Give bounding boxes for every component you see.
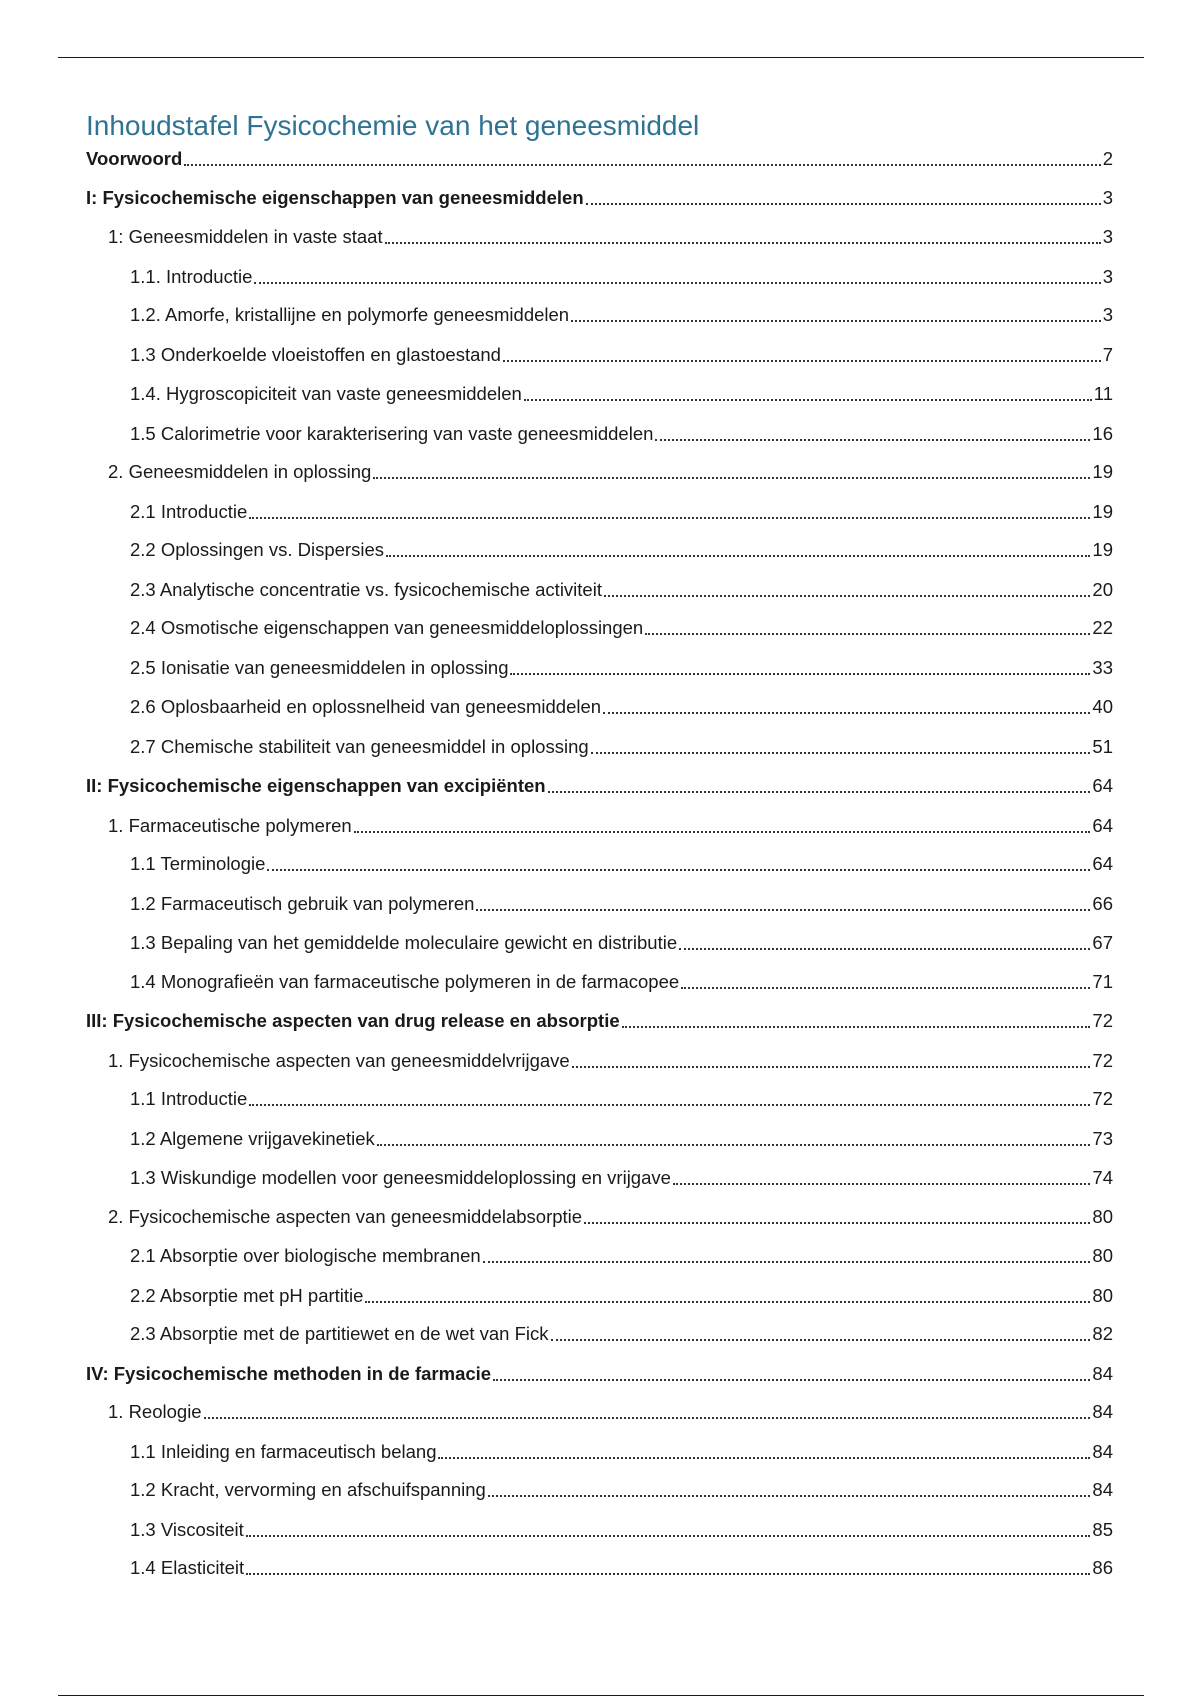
toc-entry[interactable] [130, 1519, 1113, 1543]
toc-entry[interactable] [130, 1285, 1113, 1309]
toc-entry-page-number: 3 [1102, 304, 1113, 325]
footer-rule [58, 1695, 1144, 1696]
toc-dot-leader [503, 360, 1101, 362]
toc-entry-page-number: 51 [1092, 736, 1113, 757]
toc-entry-label: Voorwoord [86, 148, 183, 169]
toc-entry-label: 2.5 Ionisatie van geneesmiddelen in oplossing [130, 657, 509, 678]
toc-entry[interactable] [108, 815, 1113, 839]
toc-dot-leader [586, 203, 1101, 205]
toc-entry-label: 2. Fysicochemische aspecten van geneesmiddelabsorptie [108, 1206, 583, 1227]
toc-entry-page-number: 84 [1092, 1363, 1113, 1384]
toc-dot-leader [571, 320, 1101, 322]
toc-entry[interactable] [108, 461, 1113, 485]
toc-entry-label: 1.2. Amorfe, kristallijne en polymorfe geneesmiddelen [130, 304, 570, 325]
toc-dot-leader [249, 517, 1090, 519]
toc-entry-label: 1.1 Introductie [130, 1088, 248, 1109]
toc-dot-leader [673, 1183, 1090, 1185]
toc-entry-page-number: 86 [1092, 1557, 1113, 1578]
toc-entry-page-number: 19 [1092, 461, 1113, 482]
header-rule [58, 57, 1144, 58]
toc-entry-label: 1.4. Hygroscopiciteit van vaste geneesmiddelen [130, 383, 522, 404]
toc-entry-page-number: 72 [1092, 1088, 1113, 1109]
toc-entry-label: IV: Fysicochemische methoden in de farmacie [86, 1363, 492, 1384]
toc-dot-leader [622, 1026, 1091, 1028]
toc-entry[interactable] [130, 1088, 1113, 1112]
toc-dot-leader [510, 673, 1090, 675]
toc-entry-page-number: 16 [1092, 423, 1113, 444]
toc-entry[interactable] [130, 266, 1113, 290]
toc-entry-page-number: 72 [1092, 1010, 1113, 1031]
toc-entry-label: III: Fysicochemische aspecten van drug release en absorptie [86, 1010, 620, 1031]
toc-entry[interactable] [130, 696, 1113, 720]
toc-entry-page-number: 64 [1092, 815, 1113, 836]
toc-dot-leader [254, 282, 1100, 284]
toc-entry-page-number: 3 [1102, 266, 1113, 287]
toc-entry-label: 1.3 Onderkoelde vloeistoffen en glastoestand [130, 344, 501, 365]
toc-dot-leader [249, 1104, 1090, 1106]
toc-dot-leader [604, 595, 1090, 597]
toc-entry[interactable] [86, 775, 1113, 799]
toc-entry-page-number: 3 [1102, 187, 1113, 208]
toc-dot-leader [184, 164, 1100, 166]
toc-entry-page-number: 84 [1092, 1441, 1113, 1462]
toc-entry-page-number: 80 [1092, 1206, 1113, 1227]
toc-entry-page-number: 67 [1092, 932, 1113, 953]
toc-entry-label: 2.3 Absorptie met de partitiewet en de wet van Fick [130, 1323, 549, 1344]
toc-entry[interactable] [130, 893, 1113, 917]
toc-entry-label: 1. Fysicochemische aspecten van geneesmiddelvrijgave [108, 1050, 570, 1071]
toc-entry-label: 2.1 Introductie [130, 501, 248, 522]
toc-entry-label: 1. Farmaceutische polymeren [108, 815, 352, 836]
toc-dot-leader [572, 1066, 1091, 1068]
toc-entry[interactable] [130, 617, 1113, 641]
toc-dot-leader [603, 712, 1090, 714]
toc-entry[interactable] [130, 1128, 1113, 1152]
toc-entry-label: 1.1 Inleiding en farmaceutisch belang [130, 1441, 437, 1462]
toc-dot-leader [551, 1339, 1091, 1341]
toc-entry-page-number: 72 [1092, 1050, 1113, 1071]
toc-entry[interactable] [130, 304, 1113, 328]
toc-entry[interactable] [86, 1363, 1113, 1387]
toc-dot-leader [548, 791, 1091, 793]
toc-entry[interactable] [130, 971, 1113, 995]
toc-entry-label: 1.2 Kracht, vervorming en afschuifspanning [130, 1479, 486, 1500]
toc-entry-page-number: 73 [1092, 1128, 1113, 1149]
toc-entry-page-number: 19 [1092, 539, 1113, 560]
toc-dot-leader [246, 1573, 1090, 1575]
toc-entry-label: 1.2 Farmaceutisch gebruik van polymeren [130, 893, 475, 914]
toc-entry[interactable] [108, 1401, 1113, 1425]
toc-dot-leader [493, 1379, 1090, 1381]
toc-entry-label: 2.2 Oplossingen vs. Dispersies [130, 539, 384, 560]
toc-entry-label: 2. Geneesmiddelen in oplossing [108, 461, 372, 482]
toc-dot-leader [267, 869, 1090, 871]
toc-dot-leader [386, 555, 1090, 557]
toc-entry-page-number: 33 [1092, 657, 1113, 678]
toc-entry-page-number: 66 [1092, 893, 1113, 914]
toc-entry-page-number: 22 [1092, 617, 1113, 638]
toc-entry[interactable] [130, 932, 1113, 956]
toc-dot-leader [377, 1144, 1091, 1146]
toc-entry-label: 1.4 Elasticiteit [130, 1557, 245, 1578]
toc-entry-label: 2.3 Analytische concentratie vs. fysicochemische activiteit [130, 579, 602, 600]
toc-dot-leader [591, 752, 1091, 754]
toc-entry-page-number: 85 [1092, 1519, 1113, 1540]
toc-dot-leader [246, 1535, 1091, 1537]
toc-entry[interactable] [130, 1479, 1113, 1503]
toc-entry-label: 1.4 Monografieën van farmaceutische polymeren in de farmacopee [130, 971, 680, 992]
toc-dot-leader [655, 439, 1090, 441]
toc-dot-leader [681, 987, 1090, 989]
toc-entry-page-number: 40 [1092, 696, 1113, 717]
toc-entry-page-number: 7 [1102, 344, 1113, 365]
toc-entry-label: 2.6 Oplosbaarheid en oplossnelheid van geneesmiddelen [130, 696, 602, 717]
toc-entry-page-number: 64 [1092, 775, 1113, 796]
toc-entry-label: II: Fysicochemische eigenschappen van excipiënten [86, 775, 546, 796]
toc-entry-label: 2.7 Chemische stabiliteit van geneesmiddel in oplossing [130, 736, 589, 757]
toc-entry[interactable] [108, 1050, 1113, 1074]
toc-entry-page-number: 84 [1092, 1479, 1113, 1500]
toc-entry-label: 1.3 Wiskundige modellen voor geneesmiddeloplossing en vrijgave [130, 1167, 671, 1188]
toc-entry-label: 1.3 Viscositeit [130, 1519, 244, 1540]
toc-entry[interactable] [86, 187, 1113, 211]
toc-entry-page-number: 19 [1092, 501, 1113, 522]
toc-entry[interactable] [130, 1245, 1113, 1269]
toc-entry-page-number: 20 [1092, 579, 1113, 600]
toc-dot-leader [438, 1457, 1090, 1459]
toc-entry[interactable] [130, 736, 1113, 760]
toc-entry[interactable] [130, 1167, 1113, 1191]
toc-entry[interactable] [130, 1441, 1113, 1465]
toc-entry-label: 1: Geneesmiddelen in vaste staat [108, 226, 383, 247]
toc-entry-label: 1.2 Algemene vrijgavekinetiek [130, 1128, 375, 1149]
toc-entry-page-number: 3 [1102, 226, 1113, 247]
toc-dot-leader [645, 633, 1090, 635]
toc-entry-label: 1.5 Calorimetrie voor karakterisering van vaste geneesmiddelen [130, 423, 654, 444]
toc-dot-leader [584, 1222, 1090, 1224]
toc-entry-page-number: 74 [1092, 1167, 1113, 1188]
toc-entry[interactable] [108, 1206, 1113, 1230]
toc-entry-label: 1.1 Terminologie [130, 853, 266, 874]
toc-entry-label: 2.1 Absorptie over biologische membranen [130, 1245, 481, 1266]
toc-dot-leader [365, 1301, 1090, 1303]
toc-entry-page-number: 11 [1093, 383, 1113, 404]
toc-dot-leader [476, 909, 1090, 911]
toc-entry[interactable] [130, 657, 1113, 681]
toc-entry[interactable] [130, 579, 1113, 603]
toc-entry[interactable] [130, 501, 1113, 525]
toc-entry-page-number: 82 [1092, 1323, 1113, 1344]
toc-entry-page-number: 80 [1092, 1285, 1113, 1306]
toc-entry[interactable] [130, 1323, 1113, 1347]
toc-entry[interactable] [86, 1010, 1113, 1034]
toc-entry-page-number: 80 [1092, 1245, 1113, 1266]
toc-dot-leader [385, 242, 1101, 244]
toc-entry[interactable] [130, 1557, 1113, 1581]
toc-entry-label: 1.3 Bepaling van het gemiddelde moleculaire gewicht en distributie [130, 932, 678, 953]
toc-dot-leader [524, 399, 1092, 401]
toc-entry-label: 1.1. Introductie [130, 266, 253, 287]
toc-entry[interactable] [130, 344, 1113, 368]
toc-heading: Inhoudstafel Fysicochemie van het geneesmiddel [86, 110, 700, 141]
toc-entry[interactable] [130, 539, 1113, 563]
toc-dot-leader [483, 1261, 1091, 1263]
toc-dot-leader [679, 948, 1090, 950]
toc-dot-leader [488, 1495, 1091, 1497]
toc-entry[interactable] [130, 853, 1113, 877]
toc-entry-page-number: 2 [1102, 148, 1113, 169]
toc-entry-label: 1. Reologie [108, 1401, 202, 1422]
toc-entry-page-number: 64 [1092, 853, 1113, 874]
toc-dot-leader [204, 1417, 1091, 1419]
toc-entry[interactable] [108, 226, 1113, 250]
toc-entry[interactable] [130, 423, 1113, 447]
toc-entry[interactable] [130, 383, 1113, 407]
toc-entry[interactable] [86, 148, 1113, 172]
toc-dot-leader [354, 831, 1091, 833]
toc-entry-label: I: Fysicochemische eigenschappen van geneesmiddelen [86, 187, 584, 208]
toc-dot-leader [373, 477, 1090, 479]
toc-entry-page-number: 84 [1092, 1401, 1113, 1422]
toc-entry-label: 2.2 Absorptie met pH partitie [130, 1285, 364, 1306]
toc-entry-page-number: 71 [1092, 971, 1113, 992]
toc-entry-label: 2.4 Osmotische eigenschappen van geneesmiddeloplossingen [130, 617, 644, 638]
